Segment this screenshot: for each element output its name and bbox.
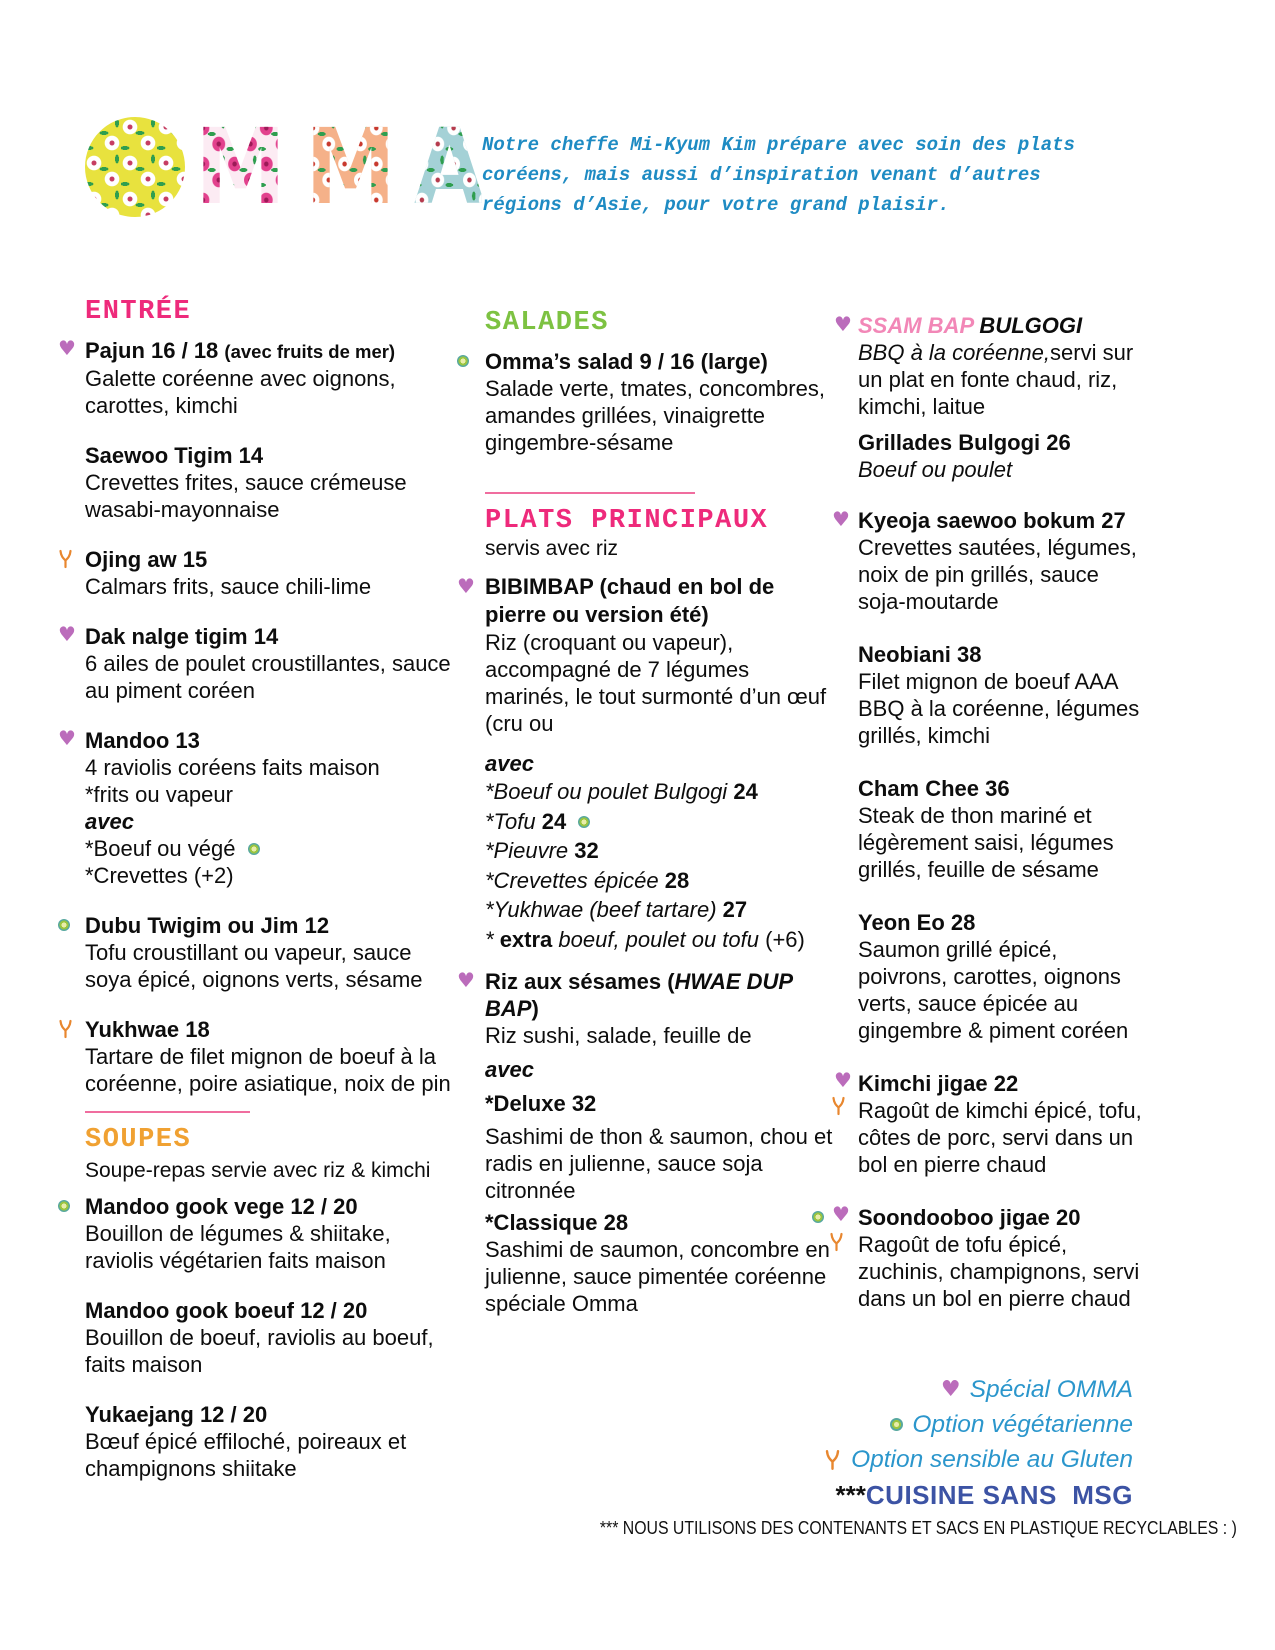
menu-item-yeon-eo (858, 909, 1142, 1044)
item-title: Mandoo gook boeuf 12 / 20 (85, 1298, 368, 1323)
vegetarian-icon (58, 1200, 70, 1212)
item-desc: Ragoût de tofu épicé, zuchinis, champignons, servi dans un bol en pierre chaud (858, 1232, 1140, 1311)
menu-item-kyeoja-saewoo-bokum (832, 507, 1142, 615)
section-heading-soupes: SOUPES (85, 1125, 192, 1155)
item-desc: Riz (croquant ou vapeur), accompagné de 7 légumes marinés, le tout surmonté d’un œuf (cru ou (485, 630, 827, 736)
item-desc: Crevettes frites, sauce crémeuse wasabi-mayonnaise (85, 470, 407, 522)
item-suboption-desc: Sashimi de saumon, concombre en julienne, sauce pimentée coréenne spéciale Omma (485, 1237, 830, 1316)
gluten-icon (828, 1232, 845, 1252)
item-title: Neobiani 38 (858, 642, 982, 667)
menu-item-saewoo-tigim (85, 442, 457, 523)
logo-letter-o (85, 117, 185, 217)
gluten-icon (830, 1096, 847, 1116)
vegetarian-icon (457, 355, 469, 367)
item-option: *Boeuf ou végé (85, 835, 457, 862)
menu-item-soondooboo-jigae (832, 1202, 1142, 1312)
item-title: Ojing aw 15 (85, 547, 208, 572)
legend-msg: ***CUISINE SANS MSG (835, 1480, 1133, 1510)
item-suboption-desc: Boeuf ou poulet (858, 457, 1013, 482)
special-heart-icon: ♥ (940, 1376, 961, 1402)
vegetarian-icon (58, 919, 70, 931)
legend-recycle: *** NOUS UTILISONS DES CONTENANTS ET SACS EN PLASTIQUE RECYCLABLES : ) (599, 1518, 1237, 1538)
item-title-note: (avec fruits de mer) (224, 341, 396, 362)
menu-item-dubu-twigim (85, 912, 457, 993)
special-heart-icon: ♥ (834, 312, 852, 336)
item-title: Dubu Twigim ou Jim 12 (85, 913, 330, 938)
item-desc: Filet mignon de boeuf AAA BBQ à la coréenne, légumes grillés, kimchi (858, 669, 1140, 748)
item-desc: Bouillon de légumes & shiitake, raviolis végétarien faits maison (85, 1221, 391, 1273)
item-title: SSAM BAP BULGOGI (858, 313, 1083, 338)
item-title: Kyeoja saewoo bokum 27 (858, 508, 1126, 533)
item-title: Riz aux sésames (HWAE DUP BAP) (485, 969, 793, 1021)
item-title: Yeon Eo 28 (858, 910, 976, 935)
item-desc: Salade verte, tmates, concombres, amandes grillées, vinaigrette gingembre-sésame (485, 376, 825, 455)
section-divider (85, 1111, 250, 1113)
column-middle (457, 308, 835, 1340)
item-desc: Galette coréenne avec oignons, carottes, kimchi (85, 366, 396, 418)
item-desc: Tartare de filet mignon de boeuf à la coréenne, poire asiatique, noix de pin (85, 1044, 451, 1096)
item-desc: Saumon grillé épicé, poivrons, carottes, oignons verts, sauce épicée au gingembre & piment coréen (858, 937, 1129, 1043)
item-option: * extra boeuf, poulet ou tofu (+6) (485, 926, 805, 952)
logo-letter-m1: M (195, 106, 283, 228)
item-option: *Crevettes (+2) (85, 863, 234, 888)
item-avec-label: avec (485, 1057, 534, 1082)
item-title: Mandoo gook vege 12 / 20 (85, 1194, 358, 1219)
special-heart-icon: ♥ (834, 1068, 852, 1092)
menu-item-yukhwae (85, 1016, 457, 1097)
item-title: Omma’s salad 9 / 16 (large) (485, 349, 768, 374)
item-suboption-desc: Sashimi de thon & saumon, chou et radis en julienne, sauce soja citronnée (485, 1124, 833, 1203)
section-subtitle-plats: servis avec riz (485, 537, 619, 560)
item-title: BIBIMBAP (chaud en bol de pierre ou version été) (485, 574, 775, 627)
item-option: *Crevettes épicée 28 (485, 867, 690, 893)
logo-letter-a: A (414, 106, 482, 228)
legend-vegetarian: Option végétarienne (513, 1407, 1133, 1442)
special-heart-icon: ♥ (58, 622, 76, 646)
item-desc: Bœuf épicé effiloché, poireaux et champignons shiitake (85, 1429, 407, 1481)
item-suboption-title: *Deluxe 32 (485, 1091, 597, 1116)
item-title: Saewoo Tigim 14 (85, 443, 264, 468)
item-desc: Bouillon de boeuf, raviolis au boeuf, faits maison (85, 1325, 434, 1377)
item-desc: BBQ à la coréenne,servi sur un plat en fonte chaud, riz, kimchi, laitue (858, 340, 1134, 419)
menu-item-ssam-bap-bulgogi (834, 312, 1142, 483)
section-subtitle-soupes: Soupe-repas servie avec riz & kimchi (85, 1159, 431, 1182)
item-title: Kimchi jigae 22 (858, 1071, 1019, 1096)
item-option: *frits ou vapeur (85, 782, 233, 807)
column-right (832, 312, 1142, 1335)
menu-item-neobiani (858, 641, 1142, 749)
item-suboption-title: *Classique 28 (485, 1210, 629, 1235)
vegetarian-icon (578, 816, 590, 828)
chef-intro-text: Notre cheffe Mi-Kyum Kim prépare avec soin des plats coréens, mais aussi d’inspiration venant d’autres régions d’Asie, pour votre grand plaisir. (482, 134, 1075, 216)
section-heading-salades: SALADES (485, 308, 609, 338)
vegetarian-icon (812, 1211, 824, 1223)
item-desc: Steak de thon mariné et légèrement saisi, légumes grillés, feuille de sésame (858, 803, 1114, 882)
gluten-icon (57, 549, 74, 569)
item-title: Pajun 16 / 18 (avec fruits de mer) (85, 338, 396, 363)
item-suboption-title: Grillades Bulgogi 26 (858, 430, 1071, 455)
column-left (58, 297, 457, 1505)
item-desc: Ragoût de kimchi épicé, tofu, côtes de porc, servi dans un bol en pierre chaud (858, 1098, 1142, 1177)
menu-item-bibimbap (457, 573, 835, 954)
item-option: *Pieuvre 32 (485, 838, 599, 863)
special-heart-icon: ♥ (58, 336, 76, 360)
menu-item-mandoo-gook-boeuf (85, 1297, 457, 1378)
item-avec-label: avec (85, 809, 134, 834)
menu-item-mandoo (58, 726, 457, 889)
item-desc: 6 ailes de poulet croustillantes, sauce au piment coréen (85, 651, 451, 703)
special-heart-icon: ♥ (457, 574, 475, 598)
menu-item-kimchi-jigae (834, 1068, 1142, 1178)
menu-item-ojing-aw (85, 546, 457, 600)
gluten-icon (57, 1019, 74, 1039)
item-option: *Tofu 24 (485, 807, 835, 837)
item-option: *Yukhwae (beef tartare) 27 (485, 897, 748, 922)
section-heading-entree: ENTRÉE (85, 297, 192, 327)
item-option: *Boeuf ou poulet Bulgogi 24 (485, 779, 758, 804)
legend (513, 1372, 1237, 1543)
item-title: Soondooboo jigae 20 (858, 1205, 1081, 1230)
item-desc: 4 raviolis coréens faits maison (85, 755, 380, 780)
menu-item-dak-nalge-tigim (58, 622, 457, 704)
legend-gluten: Option sensible au Gluten (513, 1442, 1133, 1477)
item-title: Mandoo 13 (85, 728, 200, 753)
menu-item-yukaejang (85, 1401, 457, 1482)
menu-item-cham-chee (858, 775, 1142, 883)
gluten-icon (823, 1449, 842, 1471)
item-title: Yukhwae 18 (85, 1017, 210, 1042)
item-title: Yukaejang 12 / 20 (85, 1402, 268, 1427)
menu-item-pajun (58, 336, 457, 419)
item-title: Cham Chee 36 (858, 776, 1010, 801)
special-heart-icon: ♥ (832, 1202, 850, 1226)
menu-item-riz-aux-sesames (457, 968, 835, 1317)
section-divider (485, 492, 695, 494)
item-title: Dak nalge tigim 14 (85, 624, 279, 649)
menu-item-mandoo-gook-vege (85, 1193, 457, 1274)
vegetarian-icon (248, 843, 260, 855)
vegetarian-icon (890, 1418, 903, 1431)
omma-logo (85, 106, 491, 228)
logo-letter-m2: M (304, 106, 393, 228)
item-desc: Calmars frits, sauce chili-lime (85, 574, 372, 599)
item-desc: Tofu croustillant ou vapeur, sauce soya épicé, oignons verts, sésame (85, 940, 423, 992)
item-desc: Crevettes sautées, légumes, noix de pin grillés, sauce soja-moutarde (858, 535, 1137, 614)
section-heading-plats: PLATS PRINCIPAUX (485, 506, 769, 536)
item-avec-label: avec (485, 751, 534, 776)
special-heart-icon: ♥ (457, 968, 475, 992)
special-heart-icon: ♥ (832, 507, 850, 531)
menu-item-ommas-salad (485, 348, 835, 456)
special-heart-icon: ♥ (58, 726, 76, 750)
legend-special: ♥ Spécial OMMA (940, 1376, 1133, 1403)
item-desc: Riz sushi, salade, feuille de (485, 1023, 752, 1048)
